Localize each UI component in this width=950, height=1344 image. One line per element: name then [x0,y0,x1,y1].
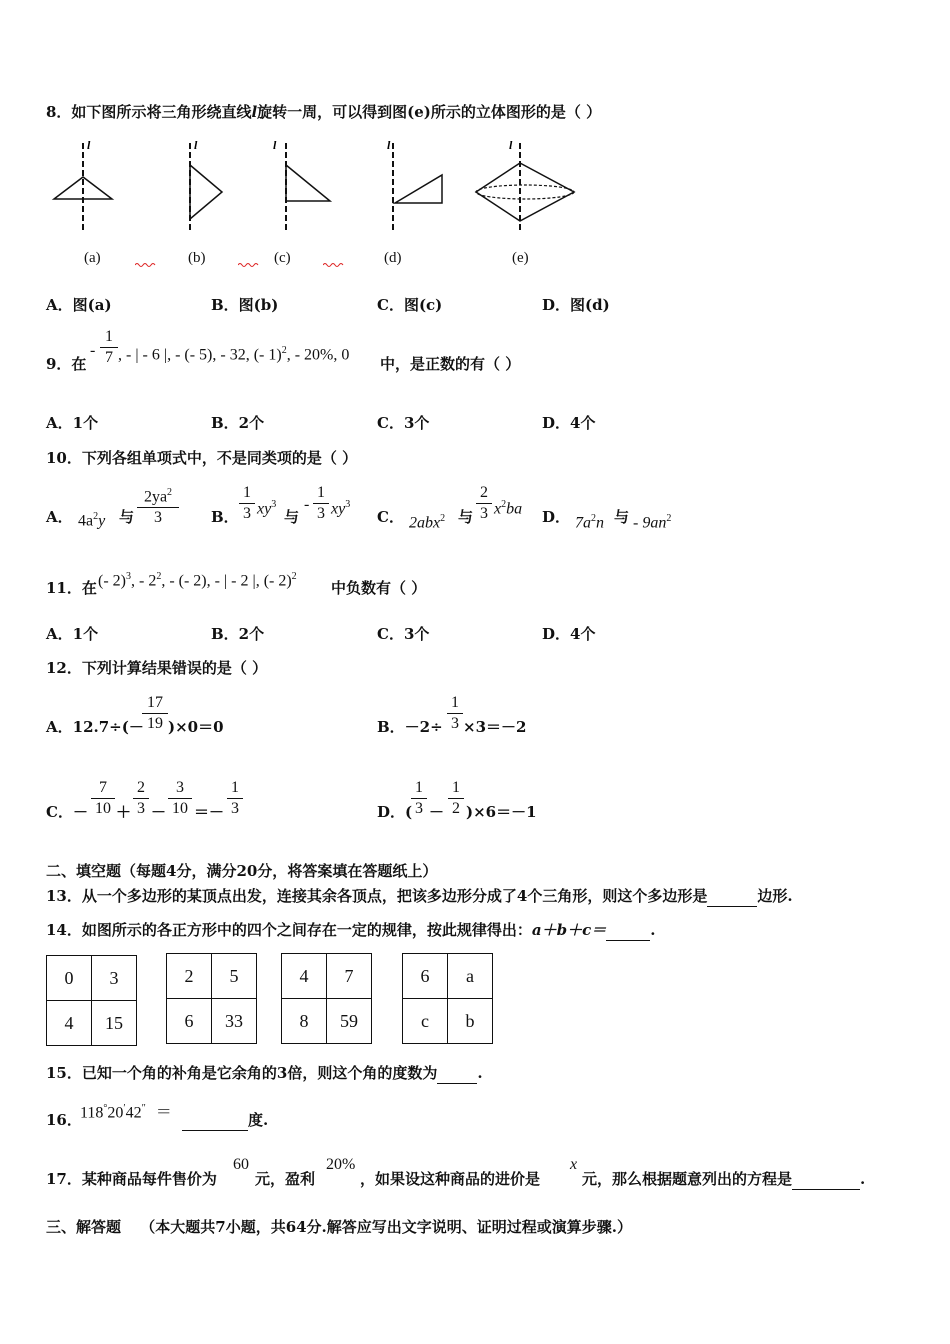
q12-d-num1: 1 [411,778,427,799]
q16-sec-mark: ″ [141,1103,146,1114]
grid3-bl: 8 [282,999,327,1044]
grid2-tl: 2 [167,954,212,999]
grid2-br: 33 [212,999,257,1044]
q10-option-a-label[interactable]: A． [46,508,73,526]
axis-label-d: l [387,138,391,152]
q12-c-num4: 1 [227,778,243,799]
q10-b-fraction2 [313,483,329,524]
q10-b-term2 [331,495,350,519]
q13-tail: 边形. [757,887,793,905]
section3-heading [46,1217,632,1237]
q8-stem-text: 8．如下图所示将三角形绕直线 [46,103,252,121]
q11-suffix: 中负数有（ ） [331,579,427,597]
q15-text: 15．已知一个角的补角是它余角的3倍，则这个角的度数为 [46,1064,438,1082]
q17-tail: . [860,1170,866,1188]
q9-option-a[interactable]: A．1个 [46,414,99,432]
q12-b-num: 1 [447,693,463,714]
q8-option-b[interactable]: B．图(b) [211,296,279,314]
q9-expr-part1: , - | - 6 |, - (- 5), - 32, (- 1) [118,346,282,364]
q9-frac-num: 1 [100,327,118,348]
q14-text: 14．如图所示的各正方形中的四个之间存在一定的规律，按此规律得出： [46,921,532,939]
q14-expr: a＋b＋c＝ [531,921,607,939]
q17-v2: 20% [326,1156,356,1173]
q17-v1: 60 [233,1156,249,1173]
q10-a-left [78,507,105,531]
q17-p3: ，如果设这种商品的进价是 [360,1170,541,1188]
q9-neg: - [90,342,96,359]
figure-c [273,138,330,230]
q12-option-b-label[interactable]: B．－2÷ [377,718,443,736]
q11-option-a[interactable]: A．1个 [46,625,99,643]
q11-e2: , - 2 [130,572,157,590]
q12-c-op1: ＋ [116,803,132,821]
q10-d-left-base: 7a [575,514,591,532]
q10-a-left-base: 4a [78,512,94,530]
q11-prefix: 11．在 [46,579,97,597]
q11-option-d[interactable]: D．4个 [542,625,596,643]
q16-angle [80,1099,172,1123]
grid3-tl: 4 [282,954,327,999]
q12-a-tail: )×0＝0 [168,718,224,736]
q10-d-conj: 与 [614,508,630,526]
q10-a-num-exp: 2 [167,487,173,498]
q16-deg-mark: ° [103,1103,108,1114]
fig-label-c: (c) [274,250,291,266]
q10-c-left [409,509,445,533]
q11-e1-exp: 3 [125,571,131,582]
q10-b-den2: 3 [317,505,325,522]
grid4-bl: c [403,999,448,1044]
grid4-tl: 6 [403,954,448,999]
q10-option-c-label[interactable]: C． [377,508,404,526]
q10-a-left-exp: 2 [93,511,99,522]
q10-b-term2-base: xy [331,500,346,518]
q13-line [46,886,793,907]
q12-option-c-label[interactable]: C．－ [46,803,88,821]
grid1-br: 15 [92,1001,137,1046]
q12-c-op3: ＝－ [194,803,225,821]
q16-min-mark: ′ [123,1103,126,1114]
q16-answer [182,1110,268,1131]
q8-option-d[interactable]: D．图(d) [542,296,610,314]
axis-label-a: l [87,138,91,152]
q10-a-frac-den: 3 [154,509,162,527]
q16-min: 20 [107,1104,124,1122]
q14-line [46,920,655,941]
q10-a-num-base: 2ya [143,488,168,506]
q10-a-fraction [137,483,179,528]
q9-option-b[interactable]: B．2个 [211,414,265,432]
q12-c-num2: 2 [133,778,149,799]
q13-text: 13．从一个多边形的某顶点出发，连接其余各顶点，把该多边形分成了4个三角形，则这个多边形是 [46,887,708,905]
q12-option-a-label[interactable]: A．12.7÷(－ [46,718,144,736]
q8-var-l: l [251,103,258,121]
q10-c-num: 2 [476,483,492,504]
q12-option-d-label[interactable]: D．( [377,803,413,821]
q10-c-term-exp: 2 [501,499,507,510]
q17-line-end [582,1169,865,1190]
q10-d-right-exp: 2 [666,513,672,524]
q12-c-den1: 10 [95,800,111,817]
spell-underline-2 [238,262,260,268]
q12-d-den1: 3 [415,800,423,817]
section3-note: （本大题共7小题，共64分.解答应写出文字说明、证明过程或演算步骤.） [140,1218,633,1236]
q12-stem: 12．下列计算结果错误的是（ ） [46,659,268,677]
q9-option-d[interactable]: D．4个 [542,414,596,432]
q14-grid-1 [46,955,137,1046]
q15-answer-blank[interactable] [437,1063,477,1084]
q12-d-num2: 1 [448,778,464,799]
spell-underline-1 [135,262,157,268]
q11-e3-exp: 2 [291,571,297,582]
q11-e1: (- 2) [98,572,126,590]
axis-label-b: l [194,138,198,152]
q12-c-frac4 [227,778,243,819]
q11-e3: , - (- 2), - | - 2 |, (- 2) [161,572,292,590]
q10-a-conj: 与 [119,508,135,526]
q9-exp: 2 [281,345,287,356]
q12-b-den: 3 [451,715,459,732]
q8-stem-text2: 旋转一周，可以得到图(e)所示的立体图形的是（ ） [257,103,602,121]
q10-b-term1 [257,495,276,519]
grid1-tl: 0 [47,956,92,1001]
q9-option-c[interactable]: C．3个 [377,414,430,432]
q10-b-term1-exp: 3 [271,499,277,510]
q12-a-fraction [142,693,168,734]
q17-answer-blank[interactable] [792,1169,860,1190]
q16-sec: 42 [125,1104,142,1122]
fig-label-b: (b) [188,250,206,266]
q10-b-term2-exp: 3 [345,499,351,510]
grid3-br: 59 [327,999,372,1044]
grid1-bl: 4 [47,1001,92,1046]
q17-p4: 元，那么根据题意列出的方程是 [582,1170,793,1188]
q10-b-den1: 3 [243,505,251,522]
q11-e2-exp: 2 [156,571,162,582]
q10-b-num2: 1 [313,483,329,504]
q10-d-right [633,509,671,533]
section2-title: 二、填空题（每题4分，满分20分，将答案填在答题纸上） [46,862,438,880]
q10-c-den: 3 [480,505,488,522]
q14-grid-2 [166,953,257,1044]
q10-c-fraction [476,483,492,524]
q16-tail: 度. [248,1111,269,1129]
q10-stem: 10．下列各组单项式中，不是同类项的是（ ） [46,449,358,467]
q9-fraction [100,327,118,368]
q16-answer-blank[interactable] [182,1110,248,1131]
q9-suffix: 中，是正数的有（ ） [380,355,521,373]
fig-label-d: (d) [384,250,402,266]
grid3-tr: 7 [327,954,372,999]
fig-label-e: (e) [512,250,529,266]
q10-c-left-base: 2abx [409,514,441,532]
q12-c-frac1 [91,778,115,819]
q9-expr-part2: , - 20%, 0 [286,346,350,364]
q9-frac-den: 7 [105,349,113,366]
q12-c-num1: 7 [91,778,115,799]
figure-d [387,138,442,230]
axis-label-e: l [509,138,513,152]
grid1-tr: 3 [92,956,137,1001]
section3-title: 三、解答题 [46,1218,122,1236]
figure-e [476,138,574,230]
q10-d-left-tail: n [596,514,604,532]
q10-option-b-label[interactable]: B． [211,508,239,526]
q12-c-frac2 [133,778,149,819]
q10-b-num1: 1 [239,483,255,504]
q9-prefix: 9．在 [46,355,87,373]
q12-d-op: － [429,803,445,821]
grid4-br: b [448,999,493,1044]
q17-v3: x [570,1156,578,1173]
q10-d-right-base: - 9an [633,514,667,532]
q10-b-conj: 与 [284,508,300,526]
q10-c-term-base: x [494,500,502,518]
q14-grid-4 [402,953,493,1044]
q11-expression [98,567,297,591]
axis-label-c: l [273,138,277,152]
q15-tail: . [477,1064,483,1082]
q12-d-den2: 2 [452,800,460,817]
q14-tail: . [650,921,656,939]
fig-label-a: (a) [84,250,101,266]
q10-a-left-tail: y [98,512,106,530]
spell-underline-3 [323,262,345,268]
q12-a-num: 17 [142,693,168,714]
q16-eq: ＝ [155,1104,172,1122]
q12-c-num3: 3 [168,778,192,799]
q9-expression [118,341,349,365]
q12-c-frac3 [168,778,192,819]
q14-answer-blank[interactable] [606,920,650,941]
q10-c-term-tail: ba [506,500,523,518]
q10-b-fraction1 [239,483,255,524]
q10-b-term1-base: xy [257,500,272,518]
q15-line [46,1063,483,1084]
q10-b-neg: - [304,496,310,513]
q10-d-left-exp: 2 [591,513,596,524]
q10-a-frac-num [137,483,179,508]
q8-option-a[interactable]: A．图(a) [46,296,112,314]
q12-b-tail: ×3＝－2 [463,718,527,736]
figure-b [190,138,222,230]
grid2-bl: 6 [167,999,212,1044]
q12-d-frac2 [448,778,464,819]
q10-option-d-label[interactable]: D． [542,508,571,526]
q12-d-tail: )×6＝－1 [466,803,537,821]
q8-stem [46,102,601,122]
grid4-tr: a [448,954,493,999]
q12-c-den3: 10 [172,800,188,817]
q10-c-conj: 与 [458,508,474,526]
q16-prefix: 16． [46,1111,82,1129]
q10-d-left [575,509,604,533]
q12-c-op2: － [151,803,167,821]
q17-p1: 17．某种商品每件售价为 [46,1170,217,1188]
q10-c-left-exp: 2 [440,513,446,524]
q12-c-den2: 3 [137,800,145,817]
q17-p2: 元，盈利 [255,1170,316,1188]
q10-c-term [494,495,522,519]
q12-d-frac1 [411,778,427,819]
q11-option-c[interactable]: C．3个 [377,625,430,643]
q13-answer-blank[interactable] [707,886,757,907]
q16-deg: 118 [80,1104,104,1122]
q8-option-c[interactable]: C．图(c) [377,296,443,314]
q12-b-fraction [447,693,463,734]
q12-c-den4: 3 [231,800,239,817]
grid2-tr: 5 [212,954,257,999]
q12-a-den: 19 [147,715,163,732]
figure-a [54,138,112,230]
q14-grid-3 [281,953,372,1044]
q11-option-b[interactable]: B．2个 [211,625,265,643]
